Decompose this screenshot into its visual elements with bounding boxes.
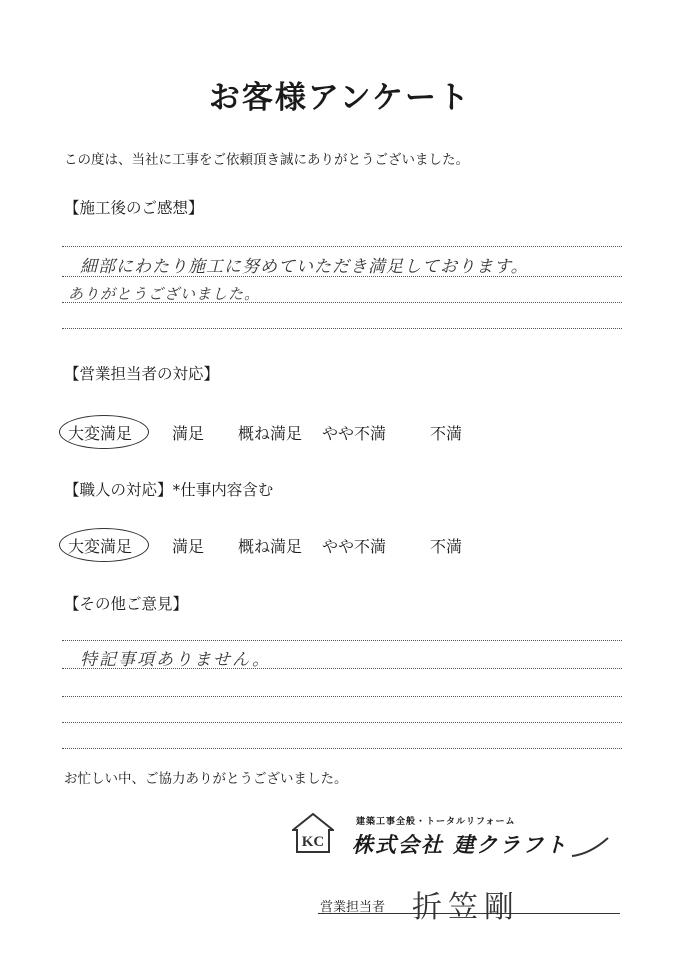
craftsman-response-heading <box>64 478 273 500</box>
answer-line <box>62 328 622 329</box>
company-logo-icon <box>292 813 334 853</box>
answer-line <box>62 302 622 303</box>
answer-line <box>62 748 622 749</box>
craftsman-option-very-satisfied[interactable]: 大変満足 <box>68 537 133 556</box>
craftsman-option-dissatisfied[interactable]: 不満 <box>430 537 463 556</box>
staff-label: 営業担当者 <box>320 900 386 915</box>
company-name: 株式会社 建クラフト <box>352 833 569 857</box>
staff-signature: 折笠剛 <box>412 890 520 925</box>
sales-response-heading: 【営業担当者の対応】 <box>64 365 220 383</box>
craftsman-heading-label: 【職人の対応】 <box>64 481 173 499</box>
company-tagline: 建築工事全般・トータルリフォーム <box>356 817 516 827</box>
answer-line <box>62 722 622 723</box>
page-title: お客様アンケート <box>208 80 472 116</box>
impressions-answer-1: 細部にわたり施工に努めていただき満足しております。 <box>80 257 529 277</box>
other-opinions-heading: 【その他ご意見】 <box>64 595 189 613</box>
answer-line <box>62 640 622 641</box>
other-opinions-answer: 特記事項ありません。 <box>80 650 272 670</box>
answer-line <box>62 668 622 669</box>
answer-line <box>62 696 622 697</box>
logo-swoosh-icon <box>570 836 610 858</box>
craftsman-option-mostly-satisfied[interactable]: 概ね満足 <box>238 537 303 556</box>
signature-line <box>318 913 620 914</box>
craftsman-option-satisfied[interactable]: 満足 <box>172 537 205 556</box>
sales-option-mostly-satisfied[interactable]: 概ね満足 <box>238 424 303 443</box>
sales-option-very-satisfied[interactable]: 大変満足 <box>68 424 133 443</box>
intro-text: この度は、当社に工事をご依頼頂き誠にありがとうございました。 <box>64 152 469 168</box>
closing-text: お忙しい中、ご協力ありがとうございました。 <box>64 771 348 787</box>
impressions-heading: 【施工後のご感想】 <box>64 199 204 217</box>
sales-option-dissatisfied[interactable]: 不満 <box>430 424 463 443</box>
craftsman-option-somewhat-dissatisfied[interactable]: やや不満 <box>322 537 387 556</box>
logo-letters: KC <box>301 834 325 850</box>
impressions-answer-2: ありがとうございました。 <box>68 285 261 303</box>
answer-line <box>62 246 622 247</box>
craftsman-heading-note: *仕事内容含む <box>172 481 274 499</box>
sales-option-somewhat-dissatisfied[interactable]: やや不満 <box>322 424 387 443</box>
answer-line <box>62 276 622 277</box>
sales-option-satisfied[interactable]: 満足 <box>172 424 205 443</box>
